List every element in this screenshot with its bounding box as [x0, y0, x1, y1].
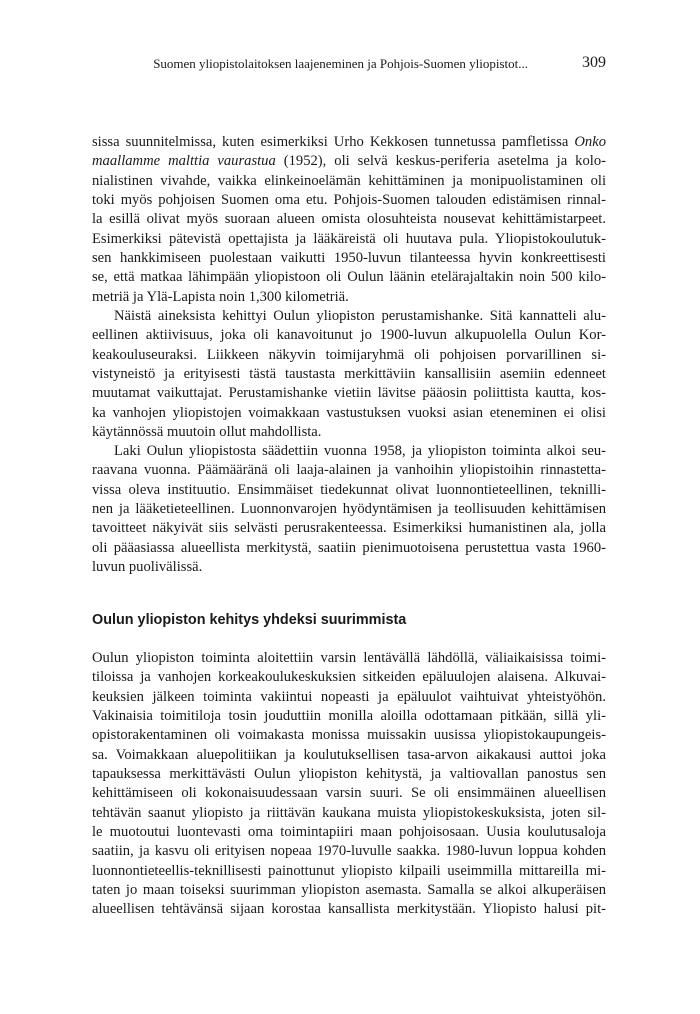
- text-line: eellinen aktiivisuus, joka oli kanavoitunut jo 1900-luvun alkupuolella Oulun Kor-: [92, 327, 606, 344]
- text-line: luvun puolivälissä.: [92, 559, 203, 576]
- paragraph: [92, 649, 606, 920]
- section-heading: Oulun yliopiston kehitys yhdeksi suurimmista: [92, 612, 407, 628]
- text-line: maallamme malttia vaurastua (1952), oli selvä keskus-periferia asetelma ja kolo-: [92, 153, 606, 170]
- text-line: Oulun yliopiston toiminta aloitettiin varsin lentävällä lähdöllä, väliaikaisissa toimi-: [92, 650, 606, 666]
- text-line: sissa suunnitelmissa, kuten esimerkiksi Urho Kekkosen tunnetussa pamfletissa Onko: [92, 134, 606, 150]
- text-line: toki myös pohjoisen Suomen oma etu. Pohjois-Suomen talouden edistämisen rinnal-: [92, 192, 606, 209]
- text-line: alueellisen tehtävänsä sijaan korostaa kansallista merkitystään. Yliopisto halusi pit-: [92, 901, 606, 918]
- text-line: keakouluseuraksi. Liikkeen näkyvin toimijaryhmä oli pohjoisen porvarillinen si-: [92, 346, 606, 363]
- page-number: 309: [582, 54, 606, 71]
- text-line: tapauksessa merkittävästi Oulun yliopiston kehitystä, ja valtiovallan panostus sen: [92, 766, 606, 783]
- text-line: tavoitteet näkyivät siis selvästi perusrakenteessa. Esimerkiksi humanistinen ala, jolla: [92, 520, 606, 537]
- text-line: kehittämiseen oli kokonaisuudessaan varsin suuri. Se oli ensimmäinen alueellisen: [92, 785, 606, 802]
- text-line: la esillä olivat myös suoraan alueen omista olosuhteista nousevat kehittämistarpeet.: [92, 211, 606, 228]
- text-line: se, että matkaa lähimpään yliopistoon oli Oulun läänin etelärajaltakin noin 500 kilo-: [92, 269, 606, 286]
- running-head: [92, 55, 606, 75]
- text-line: Laki Oulun yliopistosta säädettiin vuonna 1958, ja yliopiston toiminta alkoi seu-: [114, 443, 606, 459]
- text-line: nialistinen vivahde, vaikka elinkeinoelämän kehittäminen ja monipuolistaminen oli: [92, 172, 606, 189]
- text-line: Näistä aineksista kehittyi Oulun yliopiston perustamishanke. Sitä kannatteli alu-: [114, 308, 606, 324]
- text-line: muutamat vaikuttajat. Perustamishanke vietiin lävitse pääosin poliittista kautta, kos-: [92, 385, 606, 402]
- text-line: tiloissa ja vanhojen korkeakoulukeskuksien sitkeiden epäluulojen alaisena. Alkuvai-: [92, 669, 606, 686]
- paragraph: [92, 133, 606, 307]
- book-title: maallamme malttia vaurastua: [92, 153, 276, 170]
- text-line: Esimerkiksi pätevistä opettajista ja lääkäreistä oli huutava pula. Yliopistokoulutuk-: [92, 230, 606, 247]
- text-line: sa. Voimakkaan aluepolitiikan ja koulutuksellisen tasa-arvon aikakausi auttoi joka: [92, 746, 606, 763]
- paragraph: [92, 442, 606, 577]
- text-line: sen hankkimiseen puolestaan vaikutti 1950-luvun tilanteessa hyvin konkreettisesti: [92, 250, 606, 267]
- text-line: opistorakentaminen oli voimakasta monissa muissakin uusissa yliopistokaupungeis-: [92, 727, 606, 744]
- text-line: nen ja lääketieteellinen. Luonnonvarojen hyödyntämisen ja teollisuuden kehittämisen: [92, 501, 606, 518]
- text-line: vissa oleva instituutio. Ensimmäiset tiedekunnat olivat luonnontieteellinen, teknilli-: [92, 481, 606, 498]
- text-line: raavana vuonna. Päämääränä oli laaja-alainen ja vanhoihin yliopistoihin rinnastetta-: [92, 462, 606, 479]
- text-line: ka vanhojen yliopistojen voimakkaan vastustuksen vuoksi asian eteneminen ei olisi: [92, 404, 606, 421]
- running-head-title: Suomen yliopistolaitoksen laajeneminen ja Pohjois-Suomen yliopistot...: [153, 56, 528, 71]
- text-line: tehtävän saanut yliopisto ja riittävän kaukana muista yliopistokeskuksista, joten sil-: [92, 804, 606, 821]
- text-line: metriä ja Ylä-Lapista noin 1,300 kilometriä.: [92, 288, 349, 305]
- book-title: Onko: [574, 134, 606, 150]
- text-line: vistyneistö ja erityisesti tästä taustasta merkittäviin kansallisiin asemiin edenneet: [92, 366, 606, 383]
- text-line: oli pääasiassa alueellista merkitystä, saatiin pienimuotoisena perustettua vasta 1960-: [92, 539, 606, 556]
- text-line: luonnontieteellis-teknillisesti painottunut yliopisto kilpaili useimmilla mittareilla mi-: [92, 862, 606, 879]
- text-line: saatiin, ja kasvu oli erityisen nopeaa 1970-luvulle saakka. 1980-luvun loppua kohden: [92, 843, 606, 860]
- text-line: Vakinaisia toimitiloja tosin jouduttiin monilla aloilla odottamaan pitkään, sillä yli-: [92, 708, 606, 725]
- paragraph: [92, 307, 606, 442]
- text-line: le muotoutui luontevasti oma toimintapiiri maan pohjoisosaan. Uusia koulutusaloja: [92, 824, 606, 841]
- text-line: käytännössä muutoin ollut mahdollista.: [92, 424, 322, 441]
- text-line: keuksien jälkeen toiminta vakiintui nopeasti ja epäluulot vaihtuivat yhteistyöhön.: [92, 688, 606, 705]
- text-line: taten jo maan toiseksi suurimman yliopiston asemasta. Samalla se alkoi alkuperäisen: [92, 882, 606, 899]
